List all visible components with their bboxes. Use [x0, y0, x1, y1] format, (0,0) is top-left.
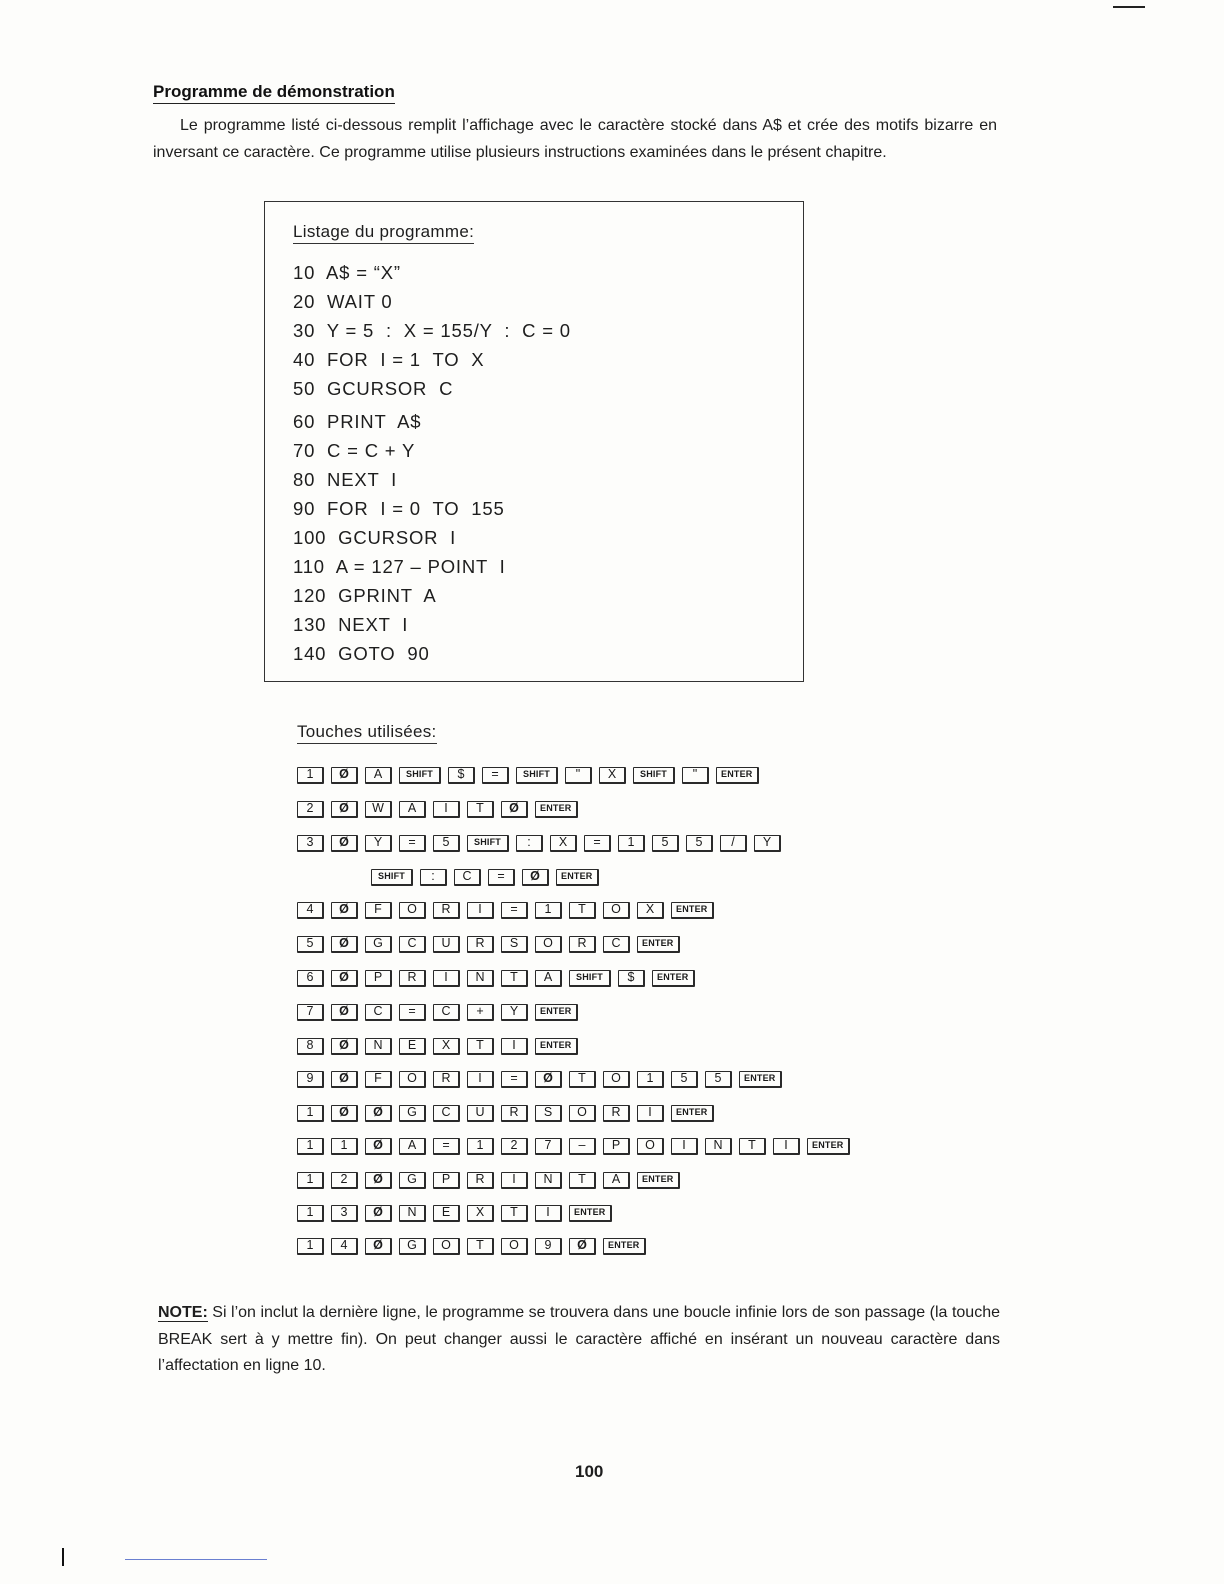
code-line: 100 GCURSOR I	[293, 527, 457, 548]
key-cap: T	[569, 1172, 596, 1189]
key-cap: =	[482, 767, 509, 784]
key-cap: G	[365, 936, 392, 953]
key-cap: 4	[331, 1238, 358, 1255]
page-number: 100	[575, 1462, 604, 1481]
intro-paragraph	[153, 113, 997, 166]
key-cap: 5	[686, 835, 713, 852]
key-cap: I	[433, 970, 460, 987]
key-cap: G	[399, 1172, 426, 1189]
key-cap: T	[467, 1238, 494, 1255]
key-shift: SHIFT	[569, 970, 611, 987]
key-cap: X	[467, 1205, 494, 1222]
key-enter: ENTER	[556, 869, 599, 886]
key-cap: I	[467, 902, 494, 919]
key-cap: T	[501, 1205, 528, 1222]
key-cap: 1	[297, 1138, 324, 1155]
key-cap: O	[603, 1071, 630, 1088]
listing-title: Listage du programme:	[293, 222, 474, 244]
corner-rule	[1113, 6, 1145, 8]
key-enter: ENTER	[569, 1205, 612, 1222]
key-row	[297, 1170, 687, 1190]
key-cap: X	[433, 1038, 460, 1055]
code-line: 50 GCURSOR C	[293, 378, 454, 399]
key-cap: 5	[297, 936, 324, 953]
code-line: 110 A = 127 – POINT I	[293, 556, 506, 577]
key-cap: G	[399, 1105, 426, 1122]
key-cap: R	[467, 1172, 494, 1189]
key-cap: 6	[297, 970, 324, 987]
key-cap: F	[365, 902, 392, 919]
key-enter: ENTER	[535, 801, 578, 818]
key-enter: ENTER	[739, 1071, 782, 1088]
key-shift: SHIFT	[633, 767, 675, 784]
key-cap: $	[618, 970, 645, 987]
key-cap: Y	[365, 835, 392, 852]
key-cap: T	[569, 1071, 596, 1088]
key-cap: 1	[297, 1238, 324, 1255]
key-cap: 5	[705, 1071, 732, 1088]
key-cap: R	[603, 1105, 630, 1122]
key-cap: T	[501, 970, 528, 987]
key-cap: A	[399, 801, 426, 818]
key-cap: =	[399, 835, 426, 852]
key-cap: 1	[297, 1105, 324, 1122]
key-cap: O	[399, 1071, 426, 1088]
key-cap: /	[720, 835, 747, 852]
key-cap: A	[603, 1172, 630, 1189]
code-line: 130 NEXT I	[293, 614, 409, 635]
key-cap: W	[365, 801, 392, 818]
key-cap: 1	[618, 835, 645, 852]
key-cap: +	[467, 1004, 494, 1021]
key-cap: T	[739, 1138, 766, 1155]
key-cap: 1	[637, 1071, 664, 1088]
code-line: 30 Y = 5 : X = 155/Y : C = 0	[293, 320, 571, 341]
key-cap: Ø	[365, 1138, 392, 1155]
key-row	[297, 1036, 585, 1056]
key-cap: T	[467, 1038, 494, 1055]
key-cap: X	[637, 902, 664, 919]
key-cap: I	[501, 1038, 528, 1055]
key-cap: Ø	[331, 1071, 358, 1088]
key-cap: O	[569, 1105, 596, 1122]
key-row	[297, 1069, 789, 1089]
key-cap: 3	[297, 835, 324, 852]
key-cap: 2	[331, 1172, 358, 1189]
key-cap: 9	[535, 1238, 562, 1255]
key-cap: S	[535, 1105, 562, 1122]
key-cap: O	[433, 1238, 460, 1255]
key-cap: Ø	[365, 1205, 392, 1222]
code-line: 40 FOR I = 1 TO X	[293, 349, 485, 370]
key-cap: R	[433, 1071, 460, 1088]
code-line: 20 WAIT 0	[293, 291, 393, 312]
key-row	[297, 1103, 721, 1123]
key-cap: P	[433, 1172, 460, 1189]
key-cap: T	[467, 801, 494, 818]
section-heading: Programme de démonstration	[153, 82, 395, 104]
code-line: 10 A$ = “X”	[293, 262, 401, 283]
key-row	[297, 1136, 857, 1156]
key-cap: =	[488, 869, 515, 886]
key-cap: G	[399, 1238, 426, 1255]
key-cap: O	[535, 936, 562, 953]
key-cap: P	[603, 1138, 630, 1155]
key-cap: Ø	[365, 1172, 392, 1189]
key-cap: –	[569, 1138, 596, 1155]
key-cap: 1	[297, 1172, 324, 1189]
key-cap: I	[433, 801, 460, 818]
key-cap: A	[365, 767, 392, 784]
key-cap: R	[467, 936, 494, 953]
key-enter: ENTER	[603, 1238, 646, 1255]
note-label: NOTE:	[158, 1304, 208, 1321]
key-cap: I	[773, 1138, 800, 1155]
key-cap: Ø	[501, 801, 528, 818]
key-cap: 1	[297, 1205, 324, 1222]
key-cap: "	[682, 767, 709, 784]
key-cap: Y	[754, 835, 781, 852]
key-cap: X	[599, 767, 626, 784]
key-cap: O	[637, 1138, 664, 1155]
key-cap: I	[535, 1205, 562, 1222]
keys-title: Touches utilisées:	[297, 722, 437, 744]
key-cap: :	[516, 835, 543, 852]
key-enter: ENTER	[637, 1172, 680, 1189]
code-line: 60 PRINT A$	[293, 411, 422, 432]
key-cap: T	[569, 902, 596, 919]
key-row	[297, 765, 766, 785]
key-cap: 5	[433, 835, 460, 852]
key-cap: R	[399, 970, 426, 987]
key-cap: C	[433, 1105, 460, 1122]
key-cap: A	[535, 970, 562, 987]
key-cap: R	[501, 1105, 528, 1122]
key-cap: Ø	[365, 1105, 392, 1122]
intro-text: Le programme listé ci-dessous remplit l’affichage avec le caractère stocké dans A$ et crée des motifs bizarre en inversant ce caractère. Ce programme utilise plusieurs instructions examinées dans le présent chapitre.	[153, 117, 997, 161]
key-cap: =	[584, 835, 611, 852]
key-cap: O	[603, 902, 630, 919]
key-cap: =	[399, 1004, 426, 1021]
key-cap: Ø	[569, 1238, 596, 1255]
key-cap: Ø	[331, 902, 358, 919]
key-cap: I	[467, 1071, 494, 1088]
key-cap: :	[420, 869, 447, 886]
key-cap: N	[467, 970, 494, 987]
key-cap: 9	[297, 1071, 324, 1088]
key-enter: ENTER	[652, 970, 695, 987]
key-cap: 7	[535, 1138, 562, 1155]
key-cap: O	[399, 902, 426, 919]
key-row	[297, 1002, 585, 1022]
key-enter: ENTER	[535, 1038, 578, 1055]
key-cap: 4	[297, 902, 324, 919]
key-cap: 3	[331, 1205, 358, 1222]
key-cap: 1	[535, 902, 562, 919]
key-enter: ENTER	[637, 936, 680, 953]
key-cap: I	[671, 1138, 698, 1155]
key-cap: O	[501, 1238, 528, 1255]
key-cap: 8	[297, 1038, 324, 1055]
key-shift: SHIFT	[467, 835, 509, 852]
key-cap: 2	[501, 1138, 528, 1155]
key-row	[297, 934, 687, 954]
key-cap: =	[501, 902, 528, 919]
key-cap: Y	[501, 1004, 528, 1021]
margin-mark	[62, 1548, 64, 1566]
key-cap: C	[365, 1004, 392, 1021]
key-cap: Ø	[331, 1004, 358, 1021]
key-cap: Ø	[331, 767, 358, 784]
key-cap: U	[433, 936, 460, 953]
key-cap: Ø	[331, 801, 358, 818]
key-cap: 1	[331, 1138, 358, 1155]
key-cap: C	[454, 869, 481, 886]
key-cap: Ø	[331, 1038, 358, 1055]
code-line: 70 C = C + Y	[293, 440, 416, 461]
key-cap: A	[399, 1138, 426, 1155]
key-cap: 1	[467, 1138, 494, 1155]
key-cap: P	[365, 970, 392, 987]
program-listing-box	[264, 201, 804, 682]
key-row	[297, 1203, 619, 1223]
note-paragraph	[158, 1300, 1000, 1380]
key-cap: I	[637, 1105, 664, 1122]
key-cap: C	[399, 936, 426, 953]
key-cap: S	[501, 936, 528, 953]
key-cap: R	[569, 936, 596, 953]
key-cap: F	[365, 1071, 392, 1088]
key-shift: SHIFT	[371, 869, 413, 886]
key-cap: 1	[297, 767, 324, 784]
key-cap: Ø	[331, 1105, 358, 1122]
key-enter: ENTER	[716, 767, 759, 784]
key-row	[297, 968, 702, 988]
key-cap: C	[603, 936, 630, 953]
key-cap: E	[433, 1205, 460, 1222]
key-cap: I	[501, 1172, 528, 1189]
key-enter: ENTER	[535, 1004, 578, 1021]
key-row	[297, 833, 788, 853]
key-row	[297, 799, 585, 819]
key-cap: 5	[652, 835, 679, 852]
key-cap: 7	[297, 1004, 324, 1021]
key-cap: Ø	[331, 936, 358, 953]
key-cap: N	[705, 1138, 732, 1155]
key-cap: N	[535, 1172, 562, 1189]
key-cap: N	[399, 1205, 426, 1222]
key-shift: SHIFT	[399, 767, 441, 784]
key-cap: X	[550, 835, 577, 852]
key-cap: N	[365, 1038, 392, 1055]
key-enter: ENTER	[807, 1138, 850, 1155]
key-cap: C	[433, 1004, 460, 1021]
key-row	[371, 867, 606, 887]
key-cap: U	[467, 1105, 494, 1122]
key-row	[297, 1236, 653, 1256]
key-cap: =	[501, 1071, 528, 1088]
key-cap: E	[399, 1038, 426, 1055]
key-cap: =	[433, 1138, 460, 1155]
key-cap: R	[433, 902, 460, 919]
key-cap: Ø	[331, 835, 358, 852]
code-line: 90 FOR I = 0 TO 155	[293, 498, 505, 519]
note-text: Si l’on inclut la dernière ligne, le programme se trouvera dans une boucle infinie lors de son passage (la touche BREAK sert à y mettre fin). On peut changer aussi le caractère affiché en insérant un nouveau caractère dans l’affectation en ligne 10.	[158, 1304, 1000, 1374]
key-cap: Ø	[365, 1238, 392, 1255]
footer-rule	[125, 1559, 267, 1560]
key-shift: SHIFT	[516, 767, 558, 784]
key-cap: Ø	[535, 1071, 562, 1088]
key-cap: 2	[297, 801, 324, 818]
key-cap: "	[565, 767, 592, 784]
key-enter: ENTER	[671, 902, 714, 919]
key-cap: $	[448, 767, 475, 784]
code-line: 120 GPRINT A	[293, 585, 437, 606]
key-row	[297, 900, 721, 920]
code-line: 80 NEXT I	[293, 469, 398, 490]
key-cap: 5	[671, 1071, 698, 1088]
code-line: 140 GOTO 90	[293, 643, 430, 664]
key-cap: Ø	[522, 869, 549, 886]
key-cap: Ø	[331, 970, 358, 987]
key-enter: ENTER	[671, 1105, 714, 1122]
